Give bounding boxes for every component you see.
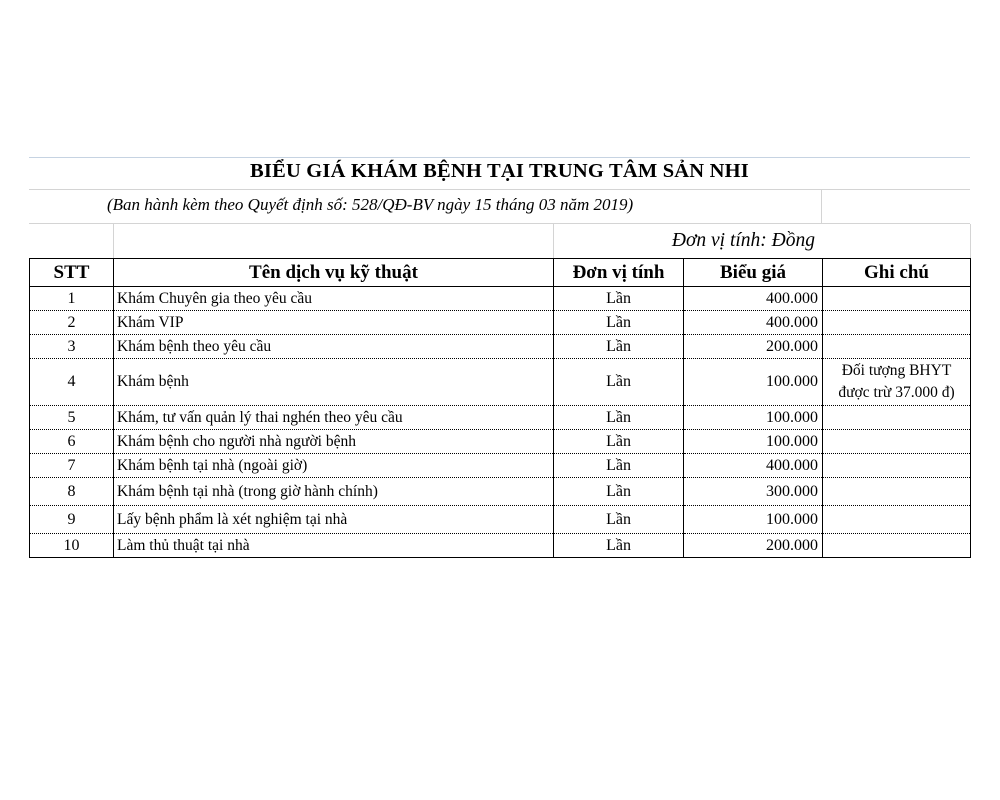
cell-gridline [113, 224, 114, 258]
cell-service-name: Khám VIP [114, 311, 554, 335]
cell-price: 400.000 [684, 311, 823, 335]
cell-note [823, 335, 971, 359]
cell-stt: 1 [30, 287, 114, 311]
header-note: Ghi chú [823, 259, 971, 287]
subtitle-row [29, 190, 970, 224]
cell-unit: Lần [554, 406, 684, 430]
cell-gridline [553, 224, 554, 258]
table-row [30, 454, 971, 478]
unit-note: Đơn vị tính: Đồng [671, 230, 815, 251]
cell-stt: 9 [30, 506, 114, 534]
header-price: Biểu giá [684, 259, 823, 287]
cell-note [823, 406, 971, 430]
cell-unit: Lần [554, 287, 684, 311]
cell-price: 100.000 [684, 359, 823, 406]
cell-note [823, 506, 971, 534]
cell-gridline [821, 190, 822, 224]
cell-stt: 7 [30, 454, 114, 478]
cell-unit: Lần [554, 335, 684, 359]
cell-unit: Lần [554, 311, 684, 335]
cell-stt: 6 [30, 430, 114, 454]
cell-stt: 5 [30, 406, 114, 430]
unit-row [29, 224, 970, 258]
cell-price: 100.000 [684, 406, 823, 430]
cell-unit: Lần [554, 454, 684, 478]
cell-service-name: Khám bệnh cho người nhà người bệnh [114, 430, 554, 454]
cell-service-name: Lấy bệnh phẩm là xét nghiệm tại nhà [114, 506, 554, 534]
table-row [30, 287, 971, 311]
cell-unit: Lần [554, 430, 684, 454]
cell-price: 200.000 [684, 335, 823, 359]
cell-price: 100.000 [684, 506, 823, 534]
table-header-row [30, 259, 971, 287]
cell-service-name: Khám Chuyên gia theo yêu cầu [114, 287, 554, 311]
header-unit: Đơn vị tính [554, 259, 684, 287]
table-row [30, 359, 971, 406]
cell-service-name: Khám bệnh tại nhà (ngoài giờ) [114, 454, 554, 478]
cell-unit: Lần [554, 534, 684, 558]
cell-service-name: Khám bệnh tại nhà (trong giờ hành chính) [114, 478, 554, 506]
cell-unit: Lần [554, 506, 684, 534]
cell-note [823, 311, 971, 335]
table-row [30, 335, 971, 359]
cell-gridline [970, 224, 971, 258]
table-row [30, 430, 971, 454]
header-stt: STT [30, 259, 114, 287]
cell-unit: Lần [554, 478, 684, 506]
cell-stt: 2 [30, 311, 114, 335]
cell-price: 400.000 [684, 287, 823, 311]
cell-service-name: Khám bệnh [114, 359, 554, 406]
cell-stt: 8 [30, 478, 114, 506]
cell-price: 100.000 [684, 430, 823, 454]
table-row [30, 534, 971, 558]
table-row [30, 406, 971, 430]
cell-price: 300.000 [684, 478, 823, 506]
cell-note [823, 534, 971, 558]
cell-service-name: Làm thủ thuật tại nhà [114, 534, 554, 558]
cell-stt: 4 [30, 359, 114, 406]
cell-note [823, 454, 971, 478]
cell-service-name: Khám, tư vấn quản lý thai nghén theo yêu cầu [114, 406, 554, 430]
cell-unit: Lần [554, 359, 684, 406]
cell-service-name: Khám bệnh theo yêu cầu [114, 335, 554, 359]
cell-price: 200.000 [684, 534, 823, 558]
document-title: BIỂU GIÁ KHÁM BỆNH TẠI TRUNG TÂM SẢN NHI [250, 160, 749, 182]
price-table [29, 258, 971, 558]
title-row [29, 157, 970, 190]
cell-note [823, 478, 971, 506]
table-row [30, 506, 971, 534]
document-subtitle: (Ban hành kèm theo Quyết định số: 528/QĐ-BV ngày 15 tháng 03 năm 2019) [107, 195, 634, 214]
price-sheet [29, 157, 970, 558]
cell-note [823, 287, 971, 311]
cell-price: 400.000 [684, 454, 823, 478]
cell-note [823, 430, 971, 454]
table-row [30, 311, 971, 335]
cell-stt: 10 [30, 534, 114, 558]
cell-note: Đối tượng BHYT được trừ 37.000 đ) [823, 359, 971, 406]
header-service-name: Tên dịch vụ kỹ thuật [114, 259, 554, 287]
cell-stt: 3 [30, 335, 114, 359]
table-row [30, 478, 971, 506]
